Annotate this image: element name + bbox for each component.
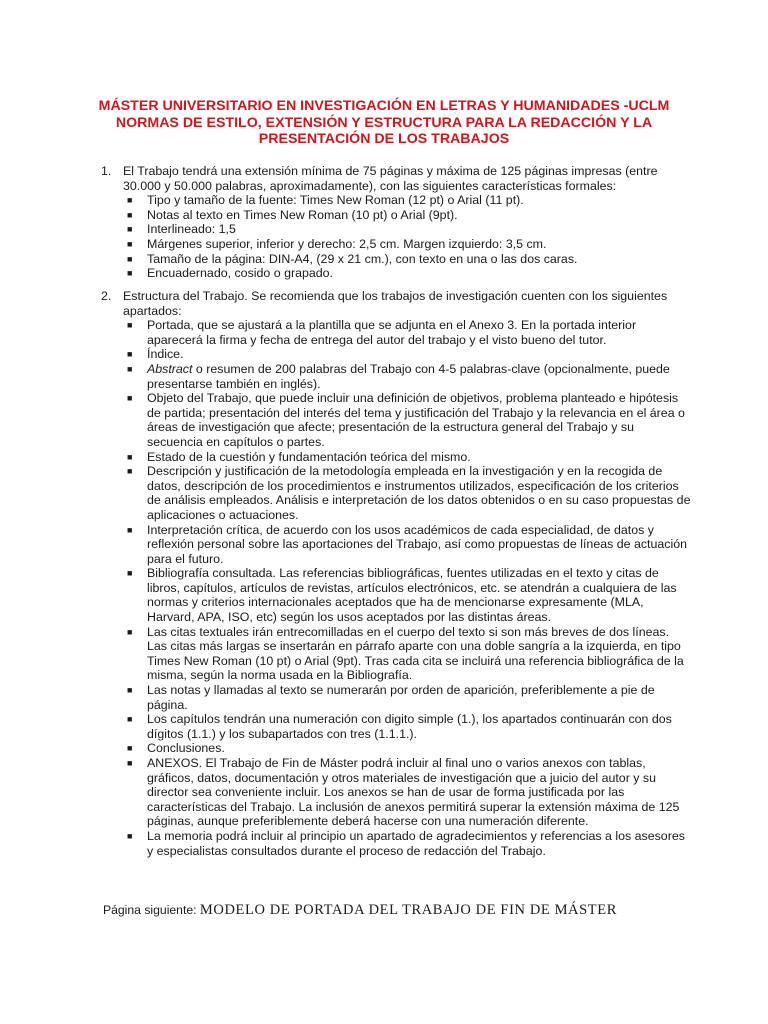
square-bullet-icon: ■ [127,393,133,404]
list-item: ■ Interpretación crítica, de acuerdo con los usos académicos de cada especialidad, de datos y reflexión personal sobre las aportaciones del Trabajo, así como propuestas de líneas de actuación para el futuro. [127,522,688,566]
list-item: ■ Los capítulos tendrán una numeración con digito simple (1.), los apartados continuarán con dos dígitos (1.1.) y los subapartados con tres (1.1.1.). [127,712,672,741]
section-1-intro: El Trabajo tendrá una extensión mínima de 75 páginas y máxima de 125 páginas impresas (entre 30.000 y 50.000 palabras, aproximadamente), con las siguientes características formales: [123,164,658,193]
list-item: ■ Tamaño de la página: DIN-A4, (29 x 21 cm.), con texto en una o las dos caras. [127,251,578,266]
square-bullet-icon: ■ [127,524,133,535]
section-1 [101,164,691,281]
list-item: ■ ANEXOS. El Trabajo de Fin de Máster podrá incluir al final uno o varios anexos con tablas, gráficos, datos, documentación y otros materiales de investigación que a juicio del autor y su director sea conveniente incluir. Los anexos se han de usar de forma justificada por las características del Trabajo. La inclusión de anexos permitirá superar la extensión máxima de 125 páginas, aunque preferiblemente deberá hacerse con una numeración diferente. [127,756,680,829]
list-item: ■ Objeto del Trabajo, que puede incluir una definición de objetivos, problema planteado e hipótesis de partida; presentación del interés del tema y justificación del Trabajo y la relevancia en el área o áreas de investigación que afecte; presentación de la estructura general del Trabajo y su secuencia en capítulos o partes. [127,391,685,449]
square-bullet-icon: ■ [127,714,133,725]
list-item: ■ Bibliografía consultada. Las referencias bibliográficas, fuentes utilizadas en el texto y citas de libros, capítulos, artículos de revistas, artículos electrónicos, etc. se atendrán a cualquiera de las normas y criterios internacionales aceptados que ha de mencionarse expresamente (MLA, Harvard, APA, ISO, etc) según los usos aceptados por las distintas áreas. [127,566,677,625]
square-bullet-icon: ■ [127,238,133,249]
square-bullet-icon: ■ [127,224,133,235]
square-bullet-icon: ■ [127,830,133,841]
section-1-number: 1. [101,164,112,178]
document-title [0,98,768,148]
square-bullet-icon: ■ [127,320,133,331]
title-line-3: PRESENTACIÓN DE LOS TRABAJOS [258,131,510,147]
list-item: ■ Las citas textuales irán entrecomilladas en el cuerpo del texto si son más breves de dos líneas. Las citas más largas se insertarán en párrafo aparte con una doble sangría a la izquierda, en tipo Times New Roman (10 pt) o Arial (9pt). Tras cada cita se incluirá una referencia bibliográfica de la misma, según la norma usada en la Bibliografía. [127,624,684,683]
square-bullet-icon: ■ [127,209,133,220]
square-bullet-icon: ■ [127,349,133,360]
square-bullet-icon: ■ [127,758,133,768]
section-1-list [123,193,691,281]
list-item: ■ Tipo y tamaño de la fuente: Times New Roman (12 pt) o Arial (11 pt). [127,193,524,208]
section-2-list [123,318,691,858]
square-bullet-icon: ■ [127,363,133,374]
list-item: ■ Notas al texto en Times New Roman (10 pt) o Arial (9pt). [127,207,458,222]
list-item: ■ Índice. [127,347,184,362]
list-item: ■ Descripción y justificación de la metodología empleada en la investigación y en la recogida de datos, descripción de los procedimientos e instrumentos utilizados, especificación de los criterios de análisis empleados. Análisis e interpretación de los datos obtenidos o en su caso propuestas de aplicaciones o actuaciones. [127,464,691,522]
square-bullet-icon: ■ [127,268,133,279]
next-page-note [103,903,617,918]
square-bullet-icon: ■ [127,568,133,579]
square-bullet-icon: ■ [127,253,133,264]
next-page-title: MODELO DE PORTADA DEL TRABAJO DE FIN DE MÁSTER [199,902,617,918]
list-item: ■ Encuadernado, cosido o grapado. [127,266,333,281]
list-item-abstract: ■ Abstract o resumen de 200 palabras del Trabajo con 4-5 palabras-clave (opcionalmente, puede presentarse también en inglés). [127,361,670,391]
square-bullet-icon: ■ [127,685,133,696]
list-item: ■ Las notas y llamadas al texto se numerarán por orden de aparición, preferiblemente a pie de página. [127,683,655,712]
title-line-1: MÁSTER UNIVERSITARIO EN INVESTIGACIÓN EN LETRAS Y HUMANIDADES -UCLM [98,98,670,114]
list-item: ■ Interlineado: 1,5 [127,222,236,237]
section-2-number: 2. [101,289,112,303]
square-bullet-icon: ■ [127,195,133,206]
square-bullet-icon: ■ [127,466,133,477]
list-item: ■ Conclusiones. [127,741,225,756]
section-2 [101,289,691,858]
list-item: ■ Márgenes superior, inferior y derecho: 2,5 cm. Margen izquierdo: 3,5 cm. [127,236,547,251]
next-page-label: Página siguiente: [103,903,200,917]
list-item: ■ Portada, que se ajustará a la plantilla que se adjunta en el Anexo 3. En la portada interior aparecerá la firma y fecha de entrega del autor del trabajo y el visto bueno del tutor. [127,318,637,347]
square-bullet-icon: ■ [127,451,133,462]
list-item: ■ Estado de la cuestión y fundamentación teórica del mismo. [127,449,471,464]
square-bullet-icon: ■ [127,626,133,637]
section-2-intro: Estructura del Trabajo. Se recomienda que los trabajos de investigación cuenten con los siguientes apartados: [123,289,668,318]
square-bullet-icon: ■ [127,743,133,754]
list-item: ■ La memoria podrá incluir al principio un apartado de agradecimientos y referencias a los asesores y especialistas consultados durante el proceso de redacción del Trabajo. [127,828,685,858]
title-line-2: NORMAS DE ESTILO, EXTENSIÓN Y ESTRUCTURA PARA LA REDACCIÓN Y LA [115,114,653,131]
